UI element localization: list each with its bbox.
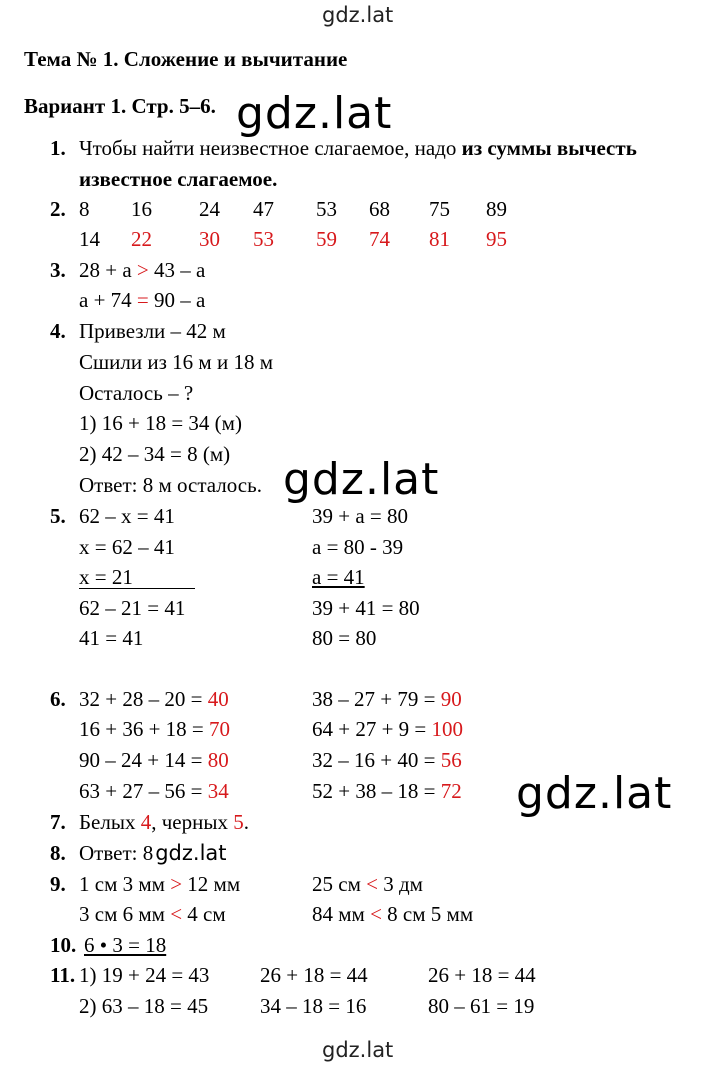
watermark-big-2: gdz.lat (283, 454, 440, 505)
task6-expr: 52 + 38 – 18 = (312, 779, 441, 803)
task2-cell: 59 (316, 227, 337, 251)
task6-answer: 56 (440, 748, 462, 772)
task3-l1-right: 43 – a (148, 258, 206, 282)
task8-line (79, 843, 227, 864)
task2-cell: 8 (79, 197, 90, 221)
task7-answer-white: 4 (140, 810, 152, 834)
watermark-inline: gdz.lat (155, 841, 227, 865)
task2-cell: 53 (316, 197, 337, 221)
task2-cell: 74 (369, 227, 390, 251)
task11-cell: 1) 19 + 24 = 43 (79, 963, 210, 987)
task9-sign: < (370, 902, 382, 926)
task7-text: Белых (79, 810, 141, 834)
task9-left: 3 см 6 мм (79, 902, 171, 926)
task2-number: 2. (50, 197, 66, 221)
task9-sign: < (366, 872, 378, 896)
task6-answer: 72 (440, 779, 462, 803)
task9-sign: < (170, 902, 183, 926)
task5-left-line: 62 – 21 = 41 (79, 596, 186, 620)
task4-line: Осталось – ? (79, 381, 194, 405)
task4-number: 4. (50, 319, 66, 343)
task2-cell: 68 (369, 197, 390, 221)
watermark-top: gdz.lat (322, 3, 394, 27)
task9-right: 8 см 5 мм (381, 902, 474, 926)
task2-cell: 81 (429, 227, 450, 251)
task7-number: 7. (50, 810, 66, 834)
task3-line1 (79, 260, 205, 281)
task8-number: 8. (50, 841, 66, 865)
task6-number: 6. (50, 687, 66, 711)
task5-right-line: a = 80 - 39 (312, 535, 404, 559)
task9-row (79, 904, 226, 925)
task10-number: 10. (50, 933, 77, 957)
task6-expr: 63 + 27 – 56 = (79, 779, 208, 803)
task5-left-line: x = 62 – 41 (79, 535, 175, 559)
task6-answer: 34 (207, 779, 229, 803)
task5-left-line: x = 21 (79, 565, 133, 589)
task1-bold1: из суммы вычесть (461, 136, 637, 160)
task2-cell: 24 (199, 197, 220, 221)
task6-expr: 16 + 36 + 18 = (79, 717, 210, 741)
task10-answer: 6 • 3 = 18 (84, 933, 167, 957)
task9-row (79, 874, 240, 895)
task5-left-line: 41 = 41 (79, 626, 144, 650)
task6-expr: 64 + 27 + 9 = (312, 717, 432, 741)
task11-cell: 34 – 18 = 16 (260, 994, 367, 1018)
task7-text: , черных (151, 810, 234, 834)
task5-right-line: 39 + 41 = 80 (312, 596, 420, 620)
task6-right-row (312, 719, 463, 740)
task1-text: Чтобы найти неизвестное слагаемое, надо (79, 136, 457, 160)
task4-line: 1) 16 + 18 = 34 (м) (79, 411, 242, 435)
task9-right: 12 мм (182, 872, 241, 896)
task2-cell: 30 (199, 227, 220, 251)
task9-left: 84 мм (312, 902, 371, 926)
task6-expr: 32 + 28 – 20 = (79, 687, 208, 711)
task1-line1 (79, 138, 637, 159)
page-title: Тема № 1. Сложение и вычитание (24, 47, 348, 71)
task5-number: 5. (50, 504, 66, 528)
task11-cell: 26 + 18 = 44 (260, 963, 368, 987)
task6-right-row (312, 689, 462, 710)
task9-number: 9. (50, 872, 66, 896)
task2-cell: 22 (131, 227, 152, 251)
task11-cell: 26 + 18 = 44 (428, 963, 536, 987)
task11-number: 11. (50, 963, 76, 987)
task6-left-row (79, 719, 230, 740)
task6-expr: 32 – 16 + 40 = (312, 748, 441, 772)
task5-right-line: 39 + a = 80 (312, 504, 409, 528)
task6-answer: 80 (207, 748, 229, 772)
task6-left-row (79, 689, 229, 710)
task3-l2-sign: = (136, 288, 149, 312)
task9-sign: > (170, 872, 183, 896)
task6-right-row (312, 781, 462, 802)
task6-expr: 90 – 24 + 14 = (79, 748, 208, 772)
task2-cell: 14 (79, 227, 100, 251)
task2-cell: 95 (486, 227, 507, 251)
task9-left: 1 см 3 мм (79, 872, 171, 896)
task3-l2-left: a + 74 (79, 288, 137, 312)
task3-number: 3. (50, 258, 66, 282)
task3-l1-sign: > (136, 258, 149, 282)
task9-right: 4 см (182, 902, 226, 926)
task2-cell: 16 (131, 197, 152, 221)
task7-line (79, 812, 249, 833)
task6-answer: 40 (207, 687, 229, 711)
task7-answer-black: 5 (233, 810, 244, 834)
task7-text: . (243, 810, 249, 834)
task9-left: 25 см (312, 872, 367, 896)
variant-heading: Вариант 1. Стр. 5–6. (24, 94, 216, 118)
task9-row (312, 904, 473, 925)
task4-line: Привезли – 42 м (79, 319, 226, 343)
task1-number: 1. (50, 136, 66, 160)
task6-left-row (79, 750, 229, 771)
task6-answer: 90 (440, 687, 462, 711)
task3-l2-right: 90 – a (148, 288, 206, 312)
task4-line: Ответ: 8 м осталось. (79, 473, 262, 497)
watermark-bottom: gdz.lat (322, 1038, 394, 1062)
task2-cell: 53 (253, 227, 274, 251)
watermark-big-3: gdz.lat (516, 768, 673, 819)
task3-line2 (79, 290, 205, 311)
task3-l1-left: 28 + a (79, 258, 137, 282)
task6-expr: 38 – 27 + 79 = (312, 687, 441, 711)
task2-cell: 47 (253, 197, 274, 221)
task9-right: 3 дм (377, 872, 423, 896)
task11-cell: 80 – 61 = 19 (428, 994, 535, 1018)
task6-answer: 100 (431, 717, 464, 741)
task4-line: 2) 42 – 34 = 8 (м) (79, 442, 231, 466)
task6-answer: 70 (209, 717, 231, 741)
task5-left-underline (79, 588, 195, 589)
task6-left-row (79, 781, 229, 802)
task1-bold2: известное слагаемое. (79, 167, 278, 191)
task5-left-line: 62 – x = 41 (79, 504, 175, 528)
task9-row (312, 874, 423, 895)
watermark-big-1: gdz.lat (236, 88, 393, 139)
task4-line: Сшили из 16 м и 18 м (79, 350, 273, 374)
task6-right-row (312, 750, 462, 771)
task8-text: Ответ: 8 (79, 841, 154, 865)
task11-cell: 2) 63 – 18 = 45 (79, 994, 209, 1018)
task5-right-line: a = 41 (312, 565, 365, 589)
task2-cell: 89 (486, 197, 507, 221)
task5-right-line: 80 = 80 (312, 626, 377, 650)
task2-cell: 75 (429, 197, 450, 221)
